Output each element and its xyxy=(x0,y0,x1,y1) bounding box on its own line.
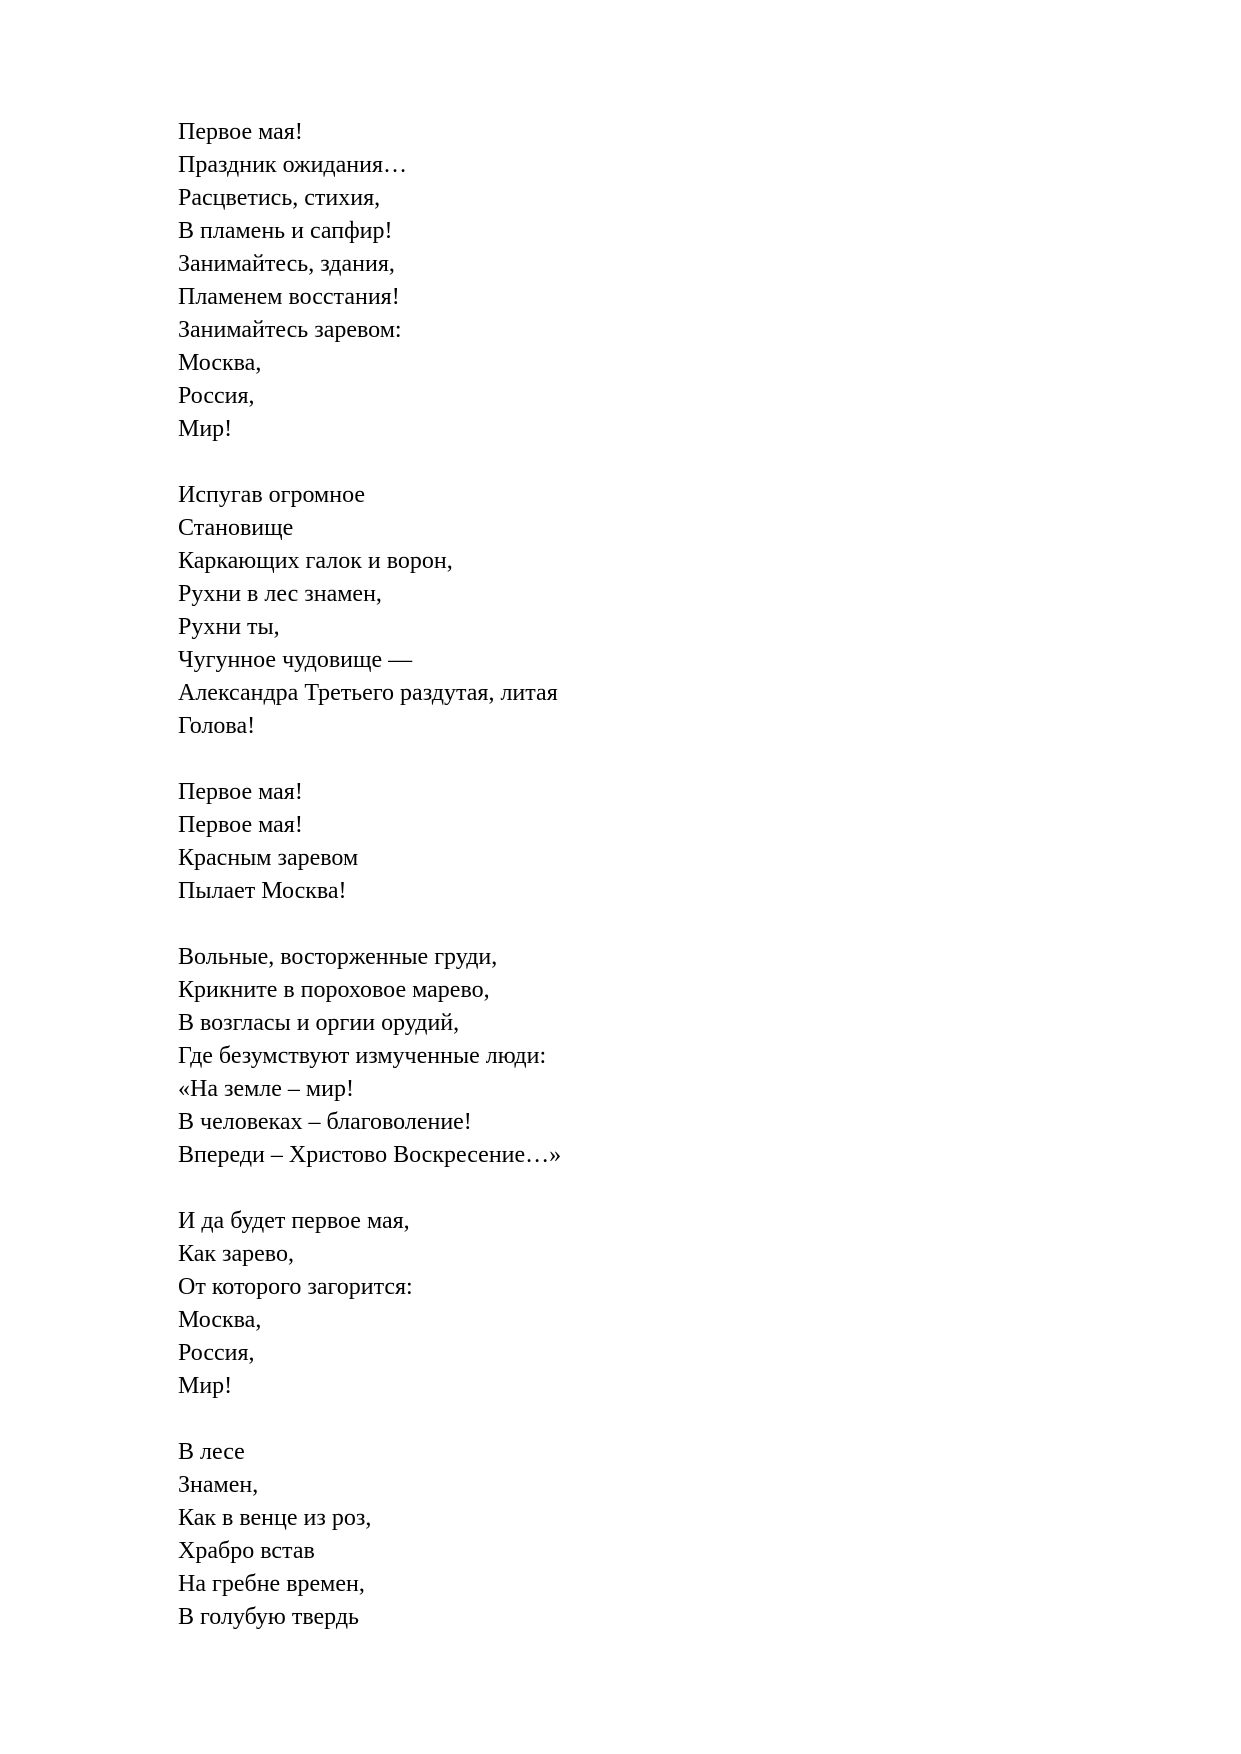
poem-line: Пылает Москва! xyxy=(178,878,347,904)
poem-line: Москва, xyxy=(178,1307,262,1333)
poem-line: Знамен, xyxy=(178,1472,259,1498)
poem-line: В голубую твердь xyxy=(178,1604,359,1630)
poem-line: Первое мая! xyxy=(178,119,303,145)
stanza-1 xyxy=(178,116,1078,446)
stanza-2 xyxy=(178,479,1078,743)
poem-line: В пламень и сапфир! xyxy=(178,218,393,244)
stanza-5 xyxy=(178,1205,1078,1403)
poem-line: Занимайтесь заревом: xyxy=(178,317,402,343)
poem-line: Мир! xyxy=(178,1373,233,1399)
poem-line: В лесе xyxy=(178,1439,245,1465)
poem-line: Александра Третьего раздутая, литая xyxy=(178,680,558,706)
poem-line: Испугав огромное xyxy=(178,482,366,508)
poem-line: Рухни ты, xyxy=(178,614,280,640)
poem-line: Храбро встав xyxy=(178,1538,315,1564)
poem-line: Как в венце из роз, xyxy=(178,1505,372,1531)
poem-line: Праздник ожидания… xyxy=(178,152,408,178)
poem-line: Мир! xyxy=(178,416,233,442)
poem-line: В возгласы и оргии орудий, xyxy=(178,1010,460,1036)
poem-line: Россия, xyxy=(178,1340,255,1366)
poem-line: И да будет первое мая, xyxy=(178,1208,410,1234)
poem-line: Становище xyxy=(178,515,294,541)
poem-line: От которого загорится: xyxy=(178,1274,413,1300)
poem-line: Первое мая! xyxy=(178,779,303,805)
stanza-4 xyxy=(178,941,1078,1172)
poem-line: Москва, xyxy=(178,350,262,376)
poem-line: Россия, xyxy=(178,383,255,409)
poem-line: «На земле – мир! xyxy=(178,1076,354,1102)
poem-line: Где безумствуют измученные люди: xyxy=(178,1043,547,1069)
stanza-3 xyxy=(178,776,1078,908)
poem-body xyxy=(178,116,1078,1667)
poem-line: Каркающих галок и ворон, xyxy=(178,548,453,574)
poem-line: На гребне времен, xyxy=(178,1571,365,1597)
poem-line: Вольные, восторженные груди, xyxy=(178,944,498,970)
poem-line: Занимайтесь, здания, xyxy=(178,251,395,277)
poem-line: Красным заревом xyxy=(178,845,359,871)
poem-line: Как зарево, xyxy=(178,1241,294,1267)
poem-line: Чугунное чудовище — xyxy=(178,647,413,673)
poem-line: В человеках – благоволение! xyxy=(178,1109,472,1135)
poem-line: Рухни в лес знамен, xyxy=(178,581,382,607)
poem-line: Расцветись, стихия, xyxy=(178,185,381,211)
poem-line: Крикните в пороховое марево, xyxy=(178,977,490,1003)
poem-line: Первое мая! xyxy=(178,812,303,838)
poem-line: Пламенем восстания! xyxy=(178,284,400,310)
poem-line: Впереди – Христово Воскресение…» xyxy=(178,1142,562,1168)
poem-line: Голова! xyxy=(178,713,256,739)
stanza-6 xyxy=(178,1436,1078,1634)
